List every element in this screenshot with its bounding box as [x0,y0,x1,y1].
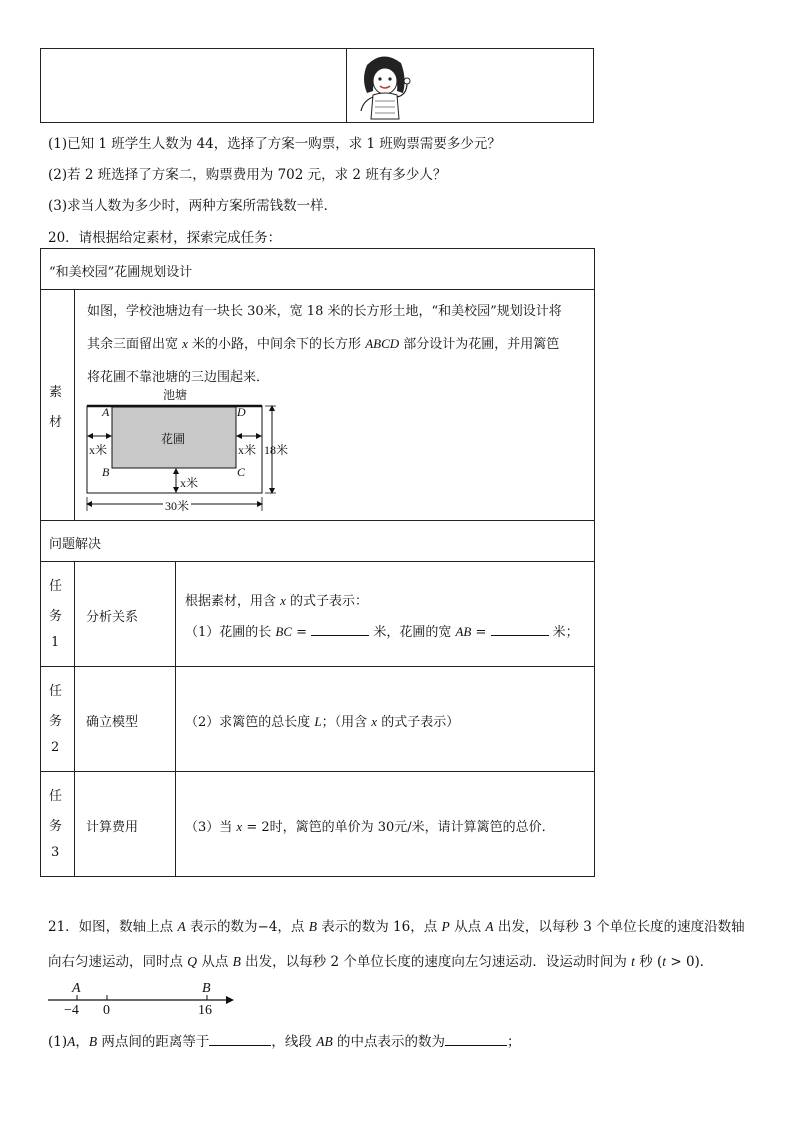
row-divider [41,771,594,772]
task1-name: 分析关系 [86,610,139,625]
numberline-sixteen: 16 [198,1003,212,1018]
row-divider [41,561,594,562]
answer-blank-ab[interactable] [491,623,549,636]
p21-question-1: (1)A，B 两点间的距离等于 ，线段 AB 的中点表示的数为 ； [48,1034,521,1050]
garden-design-table [40,248,595,877]
task1-label-1: 任 [49,579,63,594]
table-title: “和美校园”花圃规划设计 [49,265,193,280]
task3-name: 计算费用 [86,820,139,835]
numberline-zero: 0 [103,1003,110,1018]
material-text-3: 将花圃不靠池塘的三边围起来． [87,370,270,385]
pond-label: 池塘 [163,388,188,402]
p21-line-2: 向右匀速运动，同时点 Q 从点 B 出发，以每秒 2 个单位长度的速度向左匀速运动．设运动时间为 t 秒 (t > 0)． [48,954,714,970]
solve-header: 问题解决 [49,537,102,552]
row-divider [41,666,594,667]
col-divider [74,289,75,520]
x-left-label: x米 [89,443,108,457]
task1-line1: 根据素材，用含 x 的式子表示： [185,593,369,609]
task3-label-1: 任 [49,789,63,804]
material-text-2: 其余三面留出宽 x 米的小路，中间余下的长方形 ABCD 部分设计为花圃，并用篱笆 [87,336,560,352]
material-text-1: 如图，学校池塘边有一块长 30米，宽 18 米的长方形土地，“和美校园”规划设计将 [87,304,562,319]
row-divider [41,289,594,290]
task2-label-1: 任 [49,684,63,699]
vertex-a: A [102,405,110,419]
numberline-minus4: −4 [64,1003,79,1018]
number-line-arrow [226,996,234,1004]
cartoon-girl-image [349,51,419,121]
task3-line1: （3）当 x = 2时，篱笆的单价为 30元/米，请计算篱笆的总价． [185,819,555,835]
p20-intro: 20．请根据给定素材，探索完成任务： [48,230,282,246]
task2-label-2: 务 [49,714,63,729]
intro-table-divider [346,49,347,122]
numberline-point-b: B [202,981,211,996]
answer-blank-midpoint[interactable] [445,1033,507,1046]
task3-label-3: 3 [51,845,60,860]
answer-blank-bc[interactable] [311,623,369,636]
x-bottom-label: x米 [180,476,199,490]
answer-blank-distance[interactable] [209,1033,271,1046]
material-label-2: 材 [49,415,63,430]
task2-name: 确立模型 [86,715,139,730]
col-divider [175,561,176,876]
height-label: 18米 [264,443,289,457]
task2-line1: （2）求篱笆的总长度 L；（用含 x 的式子表示） [185,714,460,730]
task3-label-2: 务 [49,819,63,834]
p19-question-3: (3)求当人数为多少时，两种方案所需钱数一样． [48,198,338,214]
p21-line-1: 21．如图，数轴上点 A 表示的数为−4，点 B 表示的数为 16，点 P 从点 A 出发，以每秒 3 个单位长度的速度沿数轴 [48,919,745,935]
col-divider [74,561,75,876]
task1-label-3: 1 [51,635,60,650]
task1-label-2: 务 [49,609,63,624]
row-divider [41,520,594,521]
vertex-d: D [237,405,246,419]
x-right-label: x米 [238,443,257,457]
p19-question-2: (2)若 2 班选择了方案二，购票费用为 702 元，求 2 班有多少人？ [48,167,447,183]
garden-label: 花圃 [161,432,186,446]
task1-line2: （1）花圃的长 BC = 米，花圃的宽 AB = 米； [185,624,579,640]
width-label: 30米 [165,499,190,513]
intro-table [40,48,594,123]
vertex-b: B [102,465,110,479]
vertex-c: C [237,465,246,479]
p19-question-1: (1)已知 1 班学生人数为 44，选择了方案一购票，求 1 班购票需要多少元？ [48,136,501,152]
numberline-point-a: A [72,981,81,996]
material-label-1: 素 [49,385,63,400]
task2-label-3: 2 [51,740,60,755]
